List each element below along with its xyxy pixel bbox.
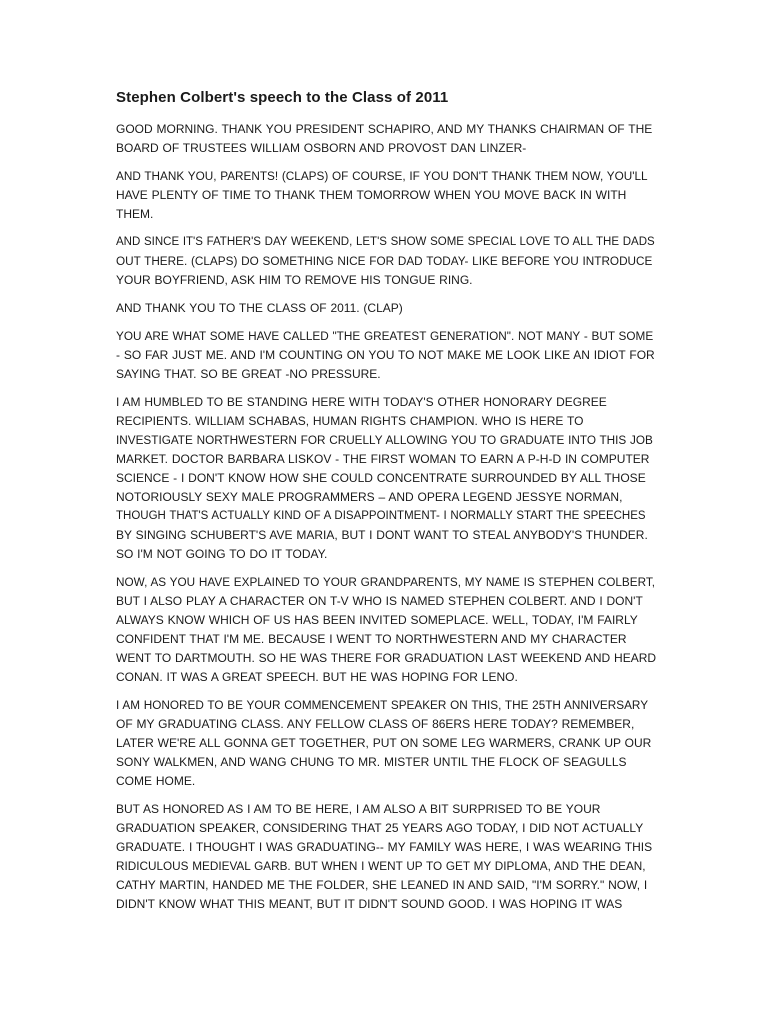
text-line: BOARD OF TRUSTEES WILLIAM OSBORN AND PROVOST DAN LINZER- bbox=[116, 141, 527, 155]
text-line: BUT AS HONORED AS I AM TO BE HERE, I AM ALSO A BIT SURPRISED TO BE YOUR bbox=[116, 802, 601, 816]
text-line: AND THANK YOU, PARENTS! (CLAPS) OF COURSE, IF YOU DON'T THANK THEM NOW, YOU'LL bbox=[116, 170, 648, 183]
text-line: DIDN'T KNOW WHAT THIS MEANT, BUT IT DIDN'T SOUND GOOD. I WAS HOPING IT WAS bbox=[116, 897, 623, 911]
text-line: BUT I ALSO PLAY A CHARACTER ON T-V WHO IS NAMED STEPHEN COLBERT. AND I DON'T bbox=[116, 594, 643, 608]
document-page bbox=[116, 88, 656, 923]
text-line: I AM HUMBLED TO BE STANDING HERE WITH TODAY'S OTHER HONORARY DEGREE bbox=[116, 395, 607, 409]
paragraph bbox=[116, 120, 656, 158]
text-line: I AM HONORED TO BE YOUR COMMENCEMENT SPEAKER ON THIS, THE 25TH ANNIVERSARY bbox=[116, 699, 649, 712]
text-line: SONY WALKMEN, AND WANG CHUNG TO MR. MISTER UNTIL THE FLOCK OF SEAGULLS bbox=[116, 755, 627, 769]
document-body bbox=[116, 120, 656, 914]
text-line: SCIENCE - I DON'T KNOW HOW SHE COULD CONCENTRATE SURROUNDED BY ALL THOSE bbox=[116, 471, 646, 485]
text-line: INVESTIGATE NORTHWESTERN FOR CRUELLY ALLOWING YOU TO GRADUATE INTO THIS JOB bbox=[116, 434, 653, 447]
text-line: OUT THERE. (CLAPS) DO SOMETHING NICE FOR DAD TODAY- LIKE BEFORE YOU INTRODUCE bbox=[116, 255, 653, 268]
text-line: SO I'M NOT GOING TO DO IT TODAY. bbox=[116, 547, 328, 561]
paragraph bbox=[116, 696, 656, 791]
text-line: GOOD MORNING. THANK YOU PRESIDENT SCHAPIRO, AND MY THANKS CHAIRMAN OF THE bbox=[116, 122, 653, 136]
text-line: WENT TO DARTMOUTH. SO HE WAS THERE FOR GRADUATION LAST WEEKEND AND HEARD bbox=[116, 651, 657, 665]
text-line: GRADUATE. I THOUGHT I WAS GRADUATING-- MY FAMILY WAS HERE, I WAS WEARING THIS bbox=[116, 840, 653, 854]
paragraph bbox=[116, 233, 656, 290]
text-line: THEM. bbox=[116, 207, 154, 221]
text-line: CONFIDENT THAT I'M ME. BECAUSE I WENT TO NORTHWESTERN AND MY CHARACTER bbox=[116, 632, 627, 646]
text-line: AND SINCE IT'S FATHER'S DAY WEEKEND, LET'S SHOW SOME SPECIAL LOVE TO ALL THE DADS bbox=[116, 236, 655, 248]
text-line: NOW, AS YOU HAVE EXPLAINED TO YOUR GRANDPARENTS, MY NAME IS STEPHEN COLBERT, bbox=[116, 576, 656, 589]
text-line: LATER WE'RE ALL GONNA GET TOGETHER, PUT ON SOME LEG WARMERS, CRANK UP OUR bbox=[116, 736, 652, 750]
text-line: MARKET. DOCTOR BARBARA LISKOV - THE FIRST WOMAN TO EARN A P-H-D IN COMPUTER bbox=[116, 452, 650, 466]
text-line: NOTORIOUSLY SEXY MALE PROGRAMMERS – AND OPERA LEGEND JESSYE NORMAN, bbox=[116, 490, 623, 504]
text-line: COME HOME. bbox=[116, 774, 196, 788]
text-line: OF MY GRADUATING CLASS. ANY FELLOW CLASS OF 86ERS HERE TODAY? REMEMBER, bbox=[116, 717, 635, 731]
text-line: YOUR BOYFRIEND, ASK HIM TO REMOVE HIS TONGUE RING. bbox=[116, 273, 473, 287]
text-line: RIDICULOUS MEDIEVAL GARB. BUT WHEN I WENT UP TO GET MY DIPLOMA, AND THE DEAN, bbox=[116, 860, 646, 873]
paragraph bbox=[116, 393, 656, 564]
text-line: - SO FAR JUST ME. AND I'M COUNTING ON YOU TO NOT MAKE ME LOOK LIKE AN IDIOT FOR bbox=[116, 348, 655, 362]
paragraph bbox=[116, 299, 656, 318]
text-line: RECIPIENTS. WILLIAM SCHABAS, HUMAN RIGHTS CHAMPION. WHO IS HERE TO bbox=[116, 414, 584, 428]
paragraph bbox=[116, 167, 656, 224]
text-line: SAYING THAT. SO BE GREAT -NO PRESSURE. bbox=[116, 367, 381, 381]
text-line: HAVE PLENTY OF TIME TO THANK THEM TOMORROW WHEN YOU MOVE BACK IN WITH bbox=[116, 188, 627, 202]
text-line: AND THANK YOU TO THE CLASS OF 2011. (CLAP) bbox=[116, 301, 403, 315]
paragraph bbox=[116, 327, 656, 384]
text-line: CATHY MARTIN, HANDED ME THE FOLDER, SHE LEANED IN AND SAID, "I'M SORRY." NOW, I bbox=[116, 878, 648, 892]
paragraph bbox=[116, 573, 656, 687]
text-line: GRADUATION SPEAKER, CONSIDERING THAT 25 YEARS AGO TODAY, I DID NOT ACTUALLY bbox=[116, 821, 644, 835]
text-line: BY SINGING SCHUBERT'S AVE MARIA, BUT I DONT WANT TO STEAL ANYBODY'S THUNDER. bbox=[116, 528, 648, 542]
text-line: ALWAYS KNOW WHICH OF US HAS BEEN INVITED SOMEPLACE. WELL, TODAY, I'M FAIRLY bbox=[116, 613, 638, 627]
document-title: Stephen Colbert's speech to the Class of 2011 bbox=[116, 89, 449, 106]
text-line: CONAN. IT WAS A GREAT SPEECH. BUT HE WAS HOPING FOR LENO. bbox=[116, 670, 518, 684]
paragraph bbox=[116, 800, 656, 914]
text-line: YOU ARE WHAT SOME HAVE CALLED "THE GREATEST GENERATION". NOT MANY - BUT SOME bbox=[116, 330, 654, 343]
text-line: THOUGH THAT'S ACTUALLY KIND OF A DISAPPOINTMENT- I NORMALLY START THE SPEECHES bbox=[116, 510, 646, 522]
